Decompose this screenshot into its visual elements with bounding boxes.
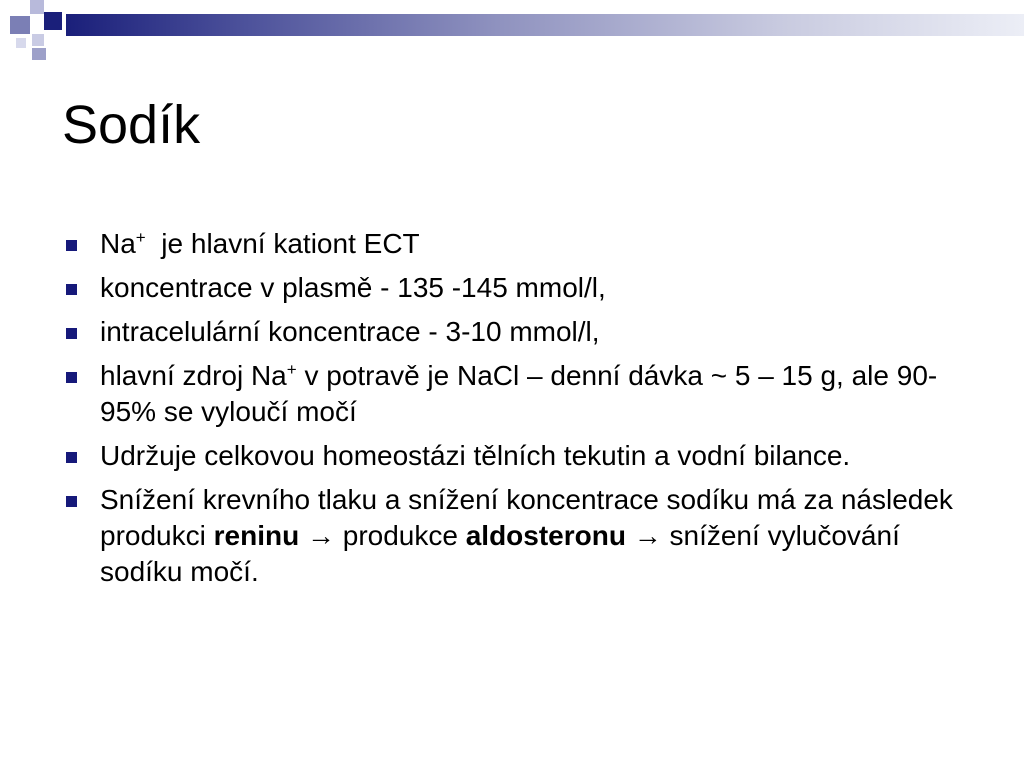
bold-term-aldosteron: aldosteronu <box>465 520 626 551</box>
bold-term-renin: reninu <box>213 520 300 551</box>
square-bullet-icon <box>66 240 77 251</box>
bullet-item-2 <box>64 270 964 306</box>
bullet-text: → snížení vylučování sodíku močí. <box>100 520 900 587</box>
bullet-item-6 <box>64 482 964 590</box>
bullet-text: koncentrace v plasmě - 135 -145 mmol/l, <box>100 272 606 303</box>
bullet-item-1 <box>64 226 964 262</box>
decor-square-white <box>0 0 16 16</box>
bullet-text: Snížení krevního tlaku a snížení koncentrace sodíku má za následek produkci <box>100 484 953 551</box>
square-bullet-icon <box>66 284 77 295</box>
square-bullet-icon <box>66 372 77 383</box>
square-bullet-icon <box>66 452 77 463</box>
superscript-plus: + <box>286 360 297 379</box>
bullet-item-3 <box>64 314 964 350</box>
decor-square-dark <box>44 12 62 30</box>
decor-square-mid <box>10 16 30 34</box>
bullet-text: je hlavní kationt ECT <box>145 228 420 259</box>
bullet-text: Na <box>100 228 136 259</box>
bullet-text: Udržuje celkovou homeostázi tělních tekutin a vodní bilance. <box>100 440 851 471</box>
bullet-text: hlavní zdroj Na <box>100 360 287 391</box>
bullet-text: → produkce <box>299 520 466 551</box>
square-bullet-icon <box>66 328 77 339</box>
bullet-item-5 <box>64 438 964 474</box>
decor-square-bottom <box>32 48 46 60</box>
bullet-list <box>64 226 964 598</box>
square-bullet-icon <box>66 496 77 507</box>
decor-square-light <box>30 0 44 14</box>
bullet-text: v potravě je NaCl – denní dávka ~ 5 – 15 g, ale 90-95% se vyloučí močí <box>100 360 938 427</box>
bullet-item-4 <box>64 358 964 430</box>
bullet-text: intracelulární koncentrace - 3-10 mmol/l, <box>100 316 600 347</box>
decor-square-pale <box>32 34 44 46</box>
header-gradient-bar <box>66 14 1024 36</box>
decor-square-small <box>16 38 26 48</box>
slide-title: Sodík <box>62 95 201 155</box>
superscript-plus: + <box>135 228 146 247</box>
